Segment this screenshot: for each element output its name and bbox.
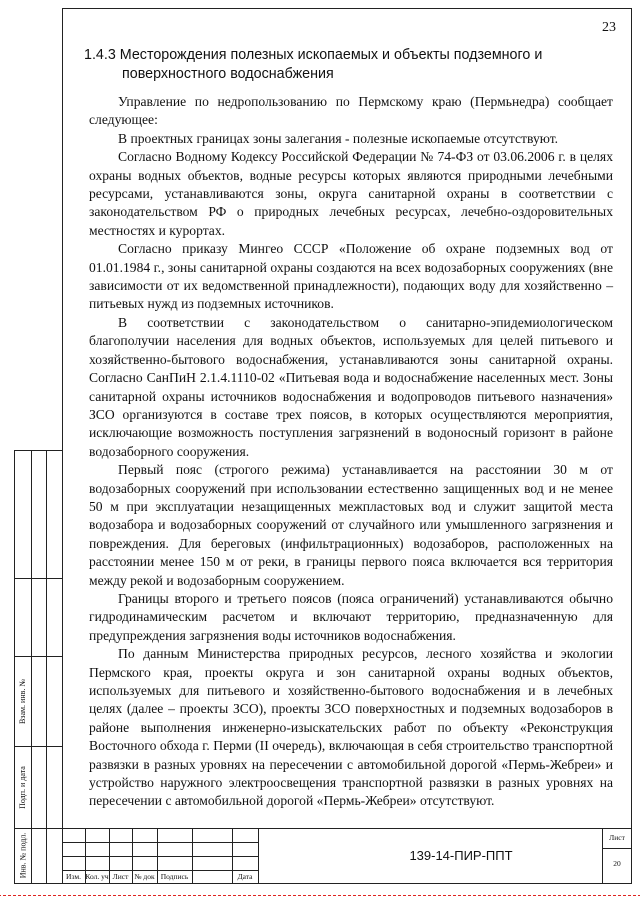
stamp-ndok: № док xyxy=(134,872,155,881)
sidebar-label-podp: Подп. и дата xyxy=(18,765,27,809)
stamp-list: Лист xyxy=(112,872,129,881)
paragraph: Первый пояс (строгого режима) устанавливается на расстоянии 30 м от водозаборных сооружений при использовании естественно защищенных вод и не менее 50 м при эксплуатации незащищенных межпластовых вод и служит защитой места водозабора и водозаборных сооружений от случайного или умышленного загрязнения и повреждения. Для береговых (инфильтрационных) водозаборов, расположенных на расстоянии менее 150 м от реки, в границы первого пояса включается вся территория между рекой и водозаборным сооружением. xyxy=(89,462,613,588)
stamp-izm: Изм. xyxy=(66,872,81,881)
sidebar-label-vzam: Взам. инв. № xyxy=(18,678,27,724)
sheet-label: Лист xyxy=(609,833,625,842)
paragraph: В соответствии с законодательством о санитарно-эпидемиологическом благополучии населения для водных объектов, используемых для целей питьевого и хозяйственно-бытового водоснабжения, устанавливаются зоны санитарной охраны. Согласно СанПиН 2.1.4.1110-02 «Питьевая вода и водоснабжение населенных мест. Зоны санитарной охраны источников водоснабжения и водопроводов питьевого назначения» ЗСО организуются в составе трех поясов, в которых осуществляются мероприятия, исключающие возможность поступления загрязнений в водоносный горизонт в районе водозаборного сооружения. xyxy=(89,314,613,459)
paragraph: Согласно приказу Мингео СССР «Положение об охране подземных вод от 01.01.1984 г., зоны санитарной охраны создаются на всех водозаборных сооружениях (вне зависимости от их ведомственной принадлежности), подающих воду для хозяйственно – питьевых нужд из подземных источников. xyxy=(89,241,613,312)
stamp-podpis: Подпись xyxy=(160,872,189,881)
heading-line-2: поверхностного водоснабжения xyxy=(122,66,334,82)
paragraph: Управление по недропользованию по Пермскому краю (Пермьнедра) сообщает следующее: xyxy=(89,94,613,128)
page-number: 23 xyxy=(602,20,616,35)
document-code: 139-14-ПИР-ППТ xyxy=(409,848,513,863)
stamp-data: Дата xyxy=(237,872,253,881)
paragraph: По данным Министерства природных ресурсов, лесного хозяйства и экологии Пермского края, проекты округа и зон санитарной охраны водных объектов, используемых для питьевого и хозяйственно-бытового водоснабжения и в лечебных целях (далее – проекты ЗСО), проекты ЗСО поверхностных и подземных водозаборов в районе выполнения инженерно-изыскательских работ по объекту «Реконструкция Восточного обхода г. Перми (II очередь), включающая в себя строительство транспортной развязки в разных уровнях на пересечении с автомобильной дорогой «Пермь-Жебреи» и устройство наружного электроосвещения транспортной развязки в разных уровнях на пересечении с автомобильной дорогой «Пермь-Жебреи» отсутствуют. xyxy=(89,646,613,809)
sheet-number: 20 xyxy=(613,859,621,868)
title-block xyxy=(62,828,632,884)
sidebar-label-inv: Инв. № подл. xyxy=(18,832,27,879)
approval-sidebar xyxy=(14,450,62,884)
paragraph: В проектных границах зоны залегания - полезные ископаемые отсутствуют. xyxy=(118,130,559,146)
stamp-kol: Кол. уч xyxy=(85,872,109,881)
paragraph: Согласно Водному Кодексу Российской Федерации № 74-ФЗ от 03.06.2006 г. в целях охраны водных объектов, водные ресурсы которых являются природными лечебными ресурсами, устанавливаются зоны, округа санитарной охраны в соответствии с законодательством РФ о природных лечебных ресурсах, лечебно-оздоровительных местностях и курортах. xyxy=(89,149,613,238)
paragraph: Границы второго и третьего поясов (пояса ограничений) устанавливаются обычно гидродинамическим расчетом и включают территорию, предназначенную для предупреждения загрязнения воды источников водоснабжения. xyxy=(89,590,613,643)
heading-line-1: 1.4.3 Месторождения полезных ископаемых и объекты подземного и xyxy=(84,47,543,63)
body-text xyxy=(89,93,613,811)
section-heading xyxy=(84,46,604,84)
